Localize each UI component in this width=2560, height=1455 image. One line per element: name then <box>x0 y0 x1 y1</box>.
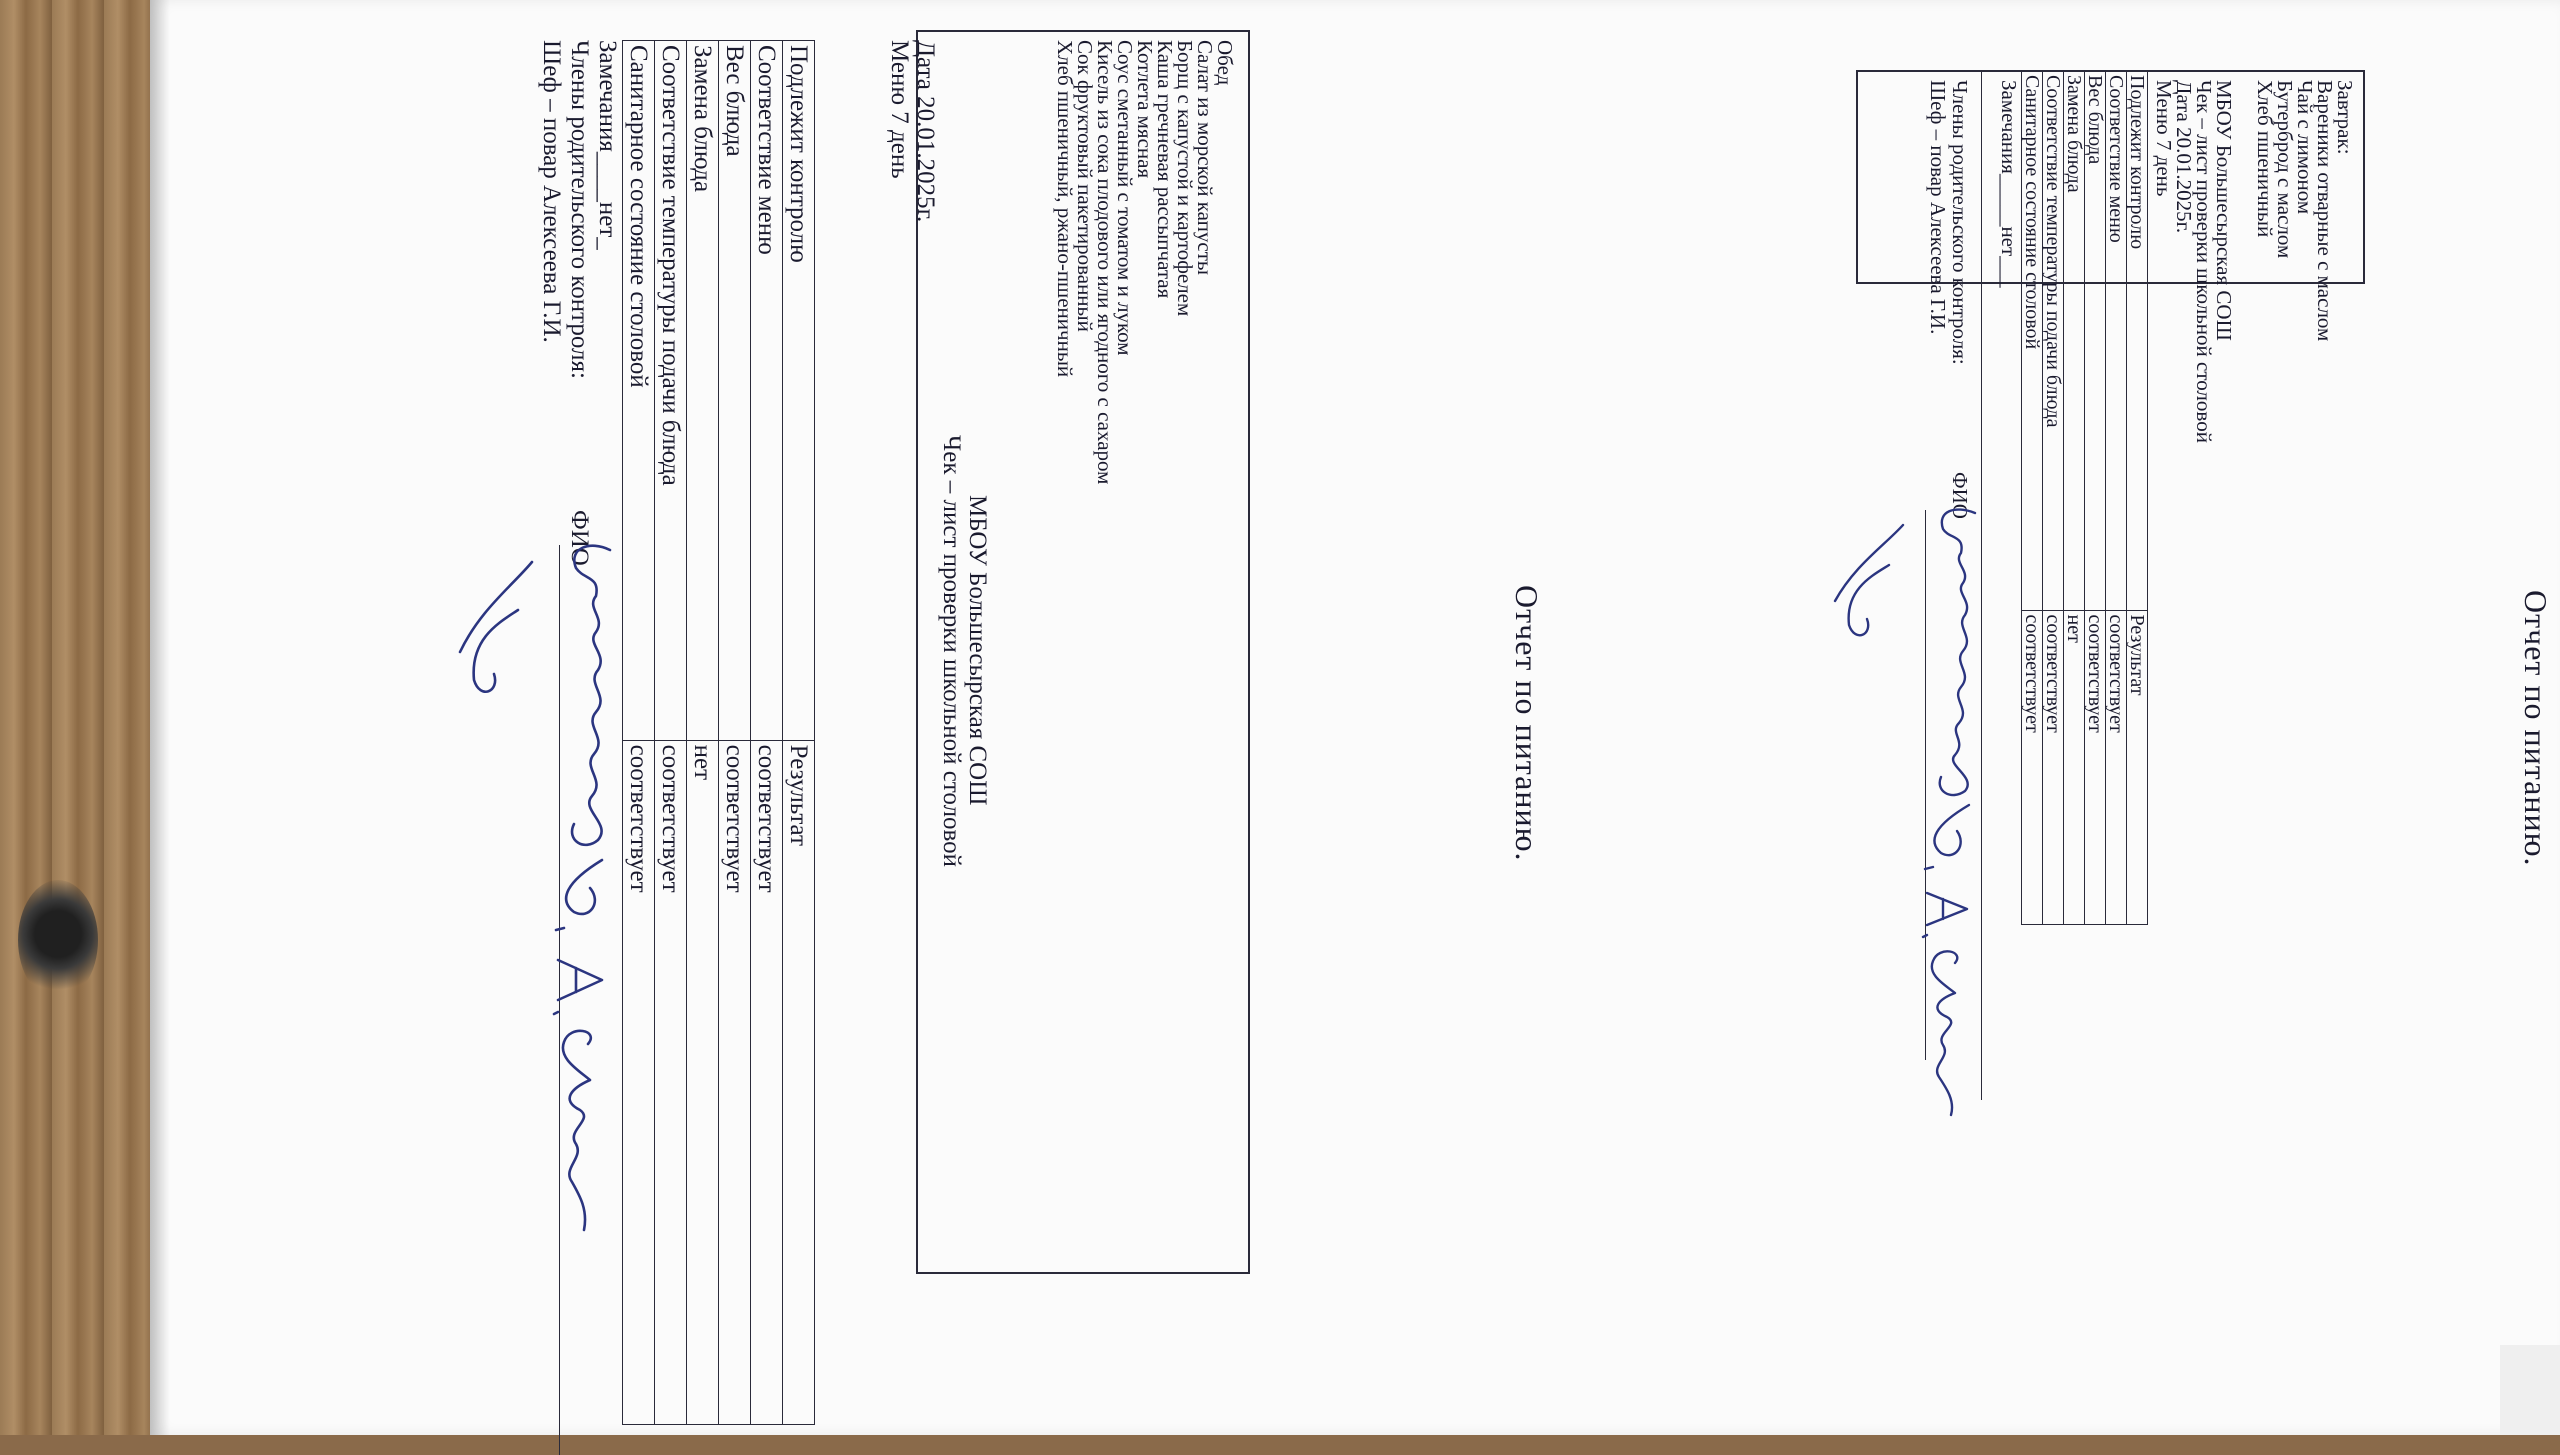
lunch-item: Кисель из сока плодового или ягодного с сахаром <box>1093 40 1117 485</box>
table-row <box>623 41 655 1425</box>
checklist-title: Чек – лист проверки школьной столовой <box>2192 80 2216 443</box>
lunch-list <box>1055 40 1235 484</box>
handwritten-signature-bottom <box>450 540 620 1330</box>
lunch-item: Котлета мясная <box>1133 40 1157 179</box>
breakfast-heading: Завтрак: <box>2333 80 2357 155</box>
menu-day-bottom: Меню 7 день <box>886 40 913 179</box>
table-cell: Вес блюда <box>2085 71 2106 611</box>
remarks-bottom: Замечания____нет_ <box>594 40 621 250</box>
table-cell: Вес блюда <box>719 41 751 741</box>
menu-day: Меню 7 день <box>2152 80 2176 197</box>
check-date: Дата 20.01.2025г. <box>2172 80 2196 234</box>
table-cell: Подлежит контролю <box>783 41 815 741</box>
control-table-top <box>2021 70 2148 925</box>
lunch-item: Салат из морской капусты <box>1193 40 1217 275</box>
lunch-item: Каша гречневая рассыпчатая <box>1153 40 1177 299</box>
table-row <box>2085 71 2106 925</box>
table-cell: Соответствие температуры подачи блюда <box>2043 71 2064 611</box>
school-name: МБОУ Большесырская СОШ <box>2212 80 2236 341</box>
lunch-heading: Обед <box>1213 40 1237 86</box>
table-cell: Результат <box>2127 610 2148 925</box>
breakfast-item: Хлеб пшеничный <box>2253 80 2277 238</box>
table-cell: Подлежит контролю <box>2127 71 2148 611</box>
table-cell: Замена блюда <box>687 41 719 741</box>
table-cell: Замена блюда <box>2064 71 2085 611</box>
table-cell: соответствует <box>2022 610 2043 925</box>
table-row <box>2127 71 2148 925</box>
table-cell: Санитарное состояние столовой <box>2022 71 2043 611</box>
table-cell: соответствует <box>2106 610 2127 925</box>
chef-line: Шеф – повар Алексеева Г.И. <box>1926 80 1950 335</box>
table-cell: соответствует <box>2085 610 2106 925</box>
table-cell: соответствует <box>655 740 687 1424</box>
table-row <box>2064 71 2085 925</box>
lunch-item: Сок фруктовый пакетированный <box>1073 40 1097 332</box>
breakfast-item: Чай с лимоном <box>2293 80 2317 215</box>
table-cell: соответствует <box>719 740 751 1424</box>
control-table-bottom <box>622 40 815 1425</box>
check-date-bottom: Дата 20.01.2025г. <box>912 40 939 223</box>
lunch-item: Борщ с капустой и картофелем <box>1173 40 1197 317</box>
table-cell: Санитарное состояние столовой <box>623 41 655 741</box>
table-row <box>687 41 719 1425</box>
checklist-title-bottom: Чек – лист проверки школьной столовой <box>938 435 965 868</box>
table-cell: соответствует <box>623 740 655 1424</box>
remarks: Замечания_____нет___ <box>1997 80 2021 288</box>
table-cell: нет <box>687 740 719 1424</box>
fio-label-bottom: ФИО <box>566 510 593 566</box>
breakfast-list <box>2255 80 2355 341</box>
school-name-bottom: МБОУ Большесырская СОШ <box>964 495 991 806</box>
parents-label-bottom: Члены родительского контроля: <box>566 40 593 379</box>
table-row <box>2043 71 2064 925</box>
table-cell: Результат <box>783 740 815 1424</box>
table-cell: соответствует <box>2043 610 2064 925</box>
table-row <box>2106 71 2127 925</box>
lunch-item: Соус сметанный с томатом и луком <box>1113 40 1137 356</box>
table-cell: Соответствие температуры подачи блюда <box>655 41 687 741</box>
lunch-item: Хлеб пшеничный, ржано-пшеничный <box>1053 40 1077 378</box>
table-row <box>719 41 751 1425</box>
table-row <box>783 41 815 1425</box>
parents-label: Члены родительского контроля: <box>1948 80 1972 365</box>
table-cell: соответствует <box>751 740 783 1424</box>
table-row <box>2022 71 2043 925</box>
fio-label: ФИО <box>1948 472 1972 519</box>
report-title-top: Отчет по питанию. <box>2518 590 2554 867</box>
table-cell: нет <box>2064 610 2085 925</box>
report-title-mid: Отчет по питанию. <box>1509 585 1545 862</box>
handwritten-signature-top <box>1825 505 1985 1145</box>
table-row <box>655 41 687 1425</box>
table-cell: Соответствие меню <box>2106 71 2127 611</box>
top-header <box>2154 80 2234 443</box>
breakfast-item: Вареники отварные с маслом <box>2313 80 2337 342</box>
table-cell: Соответствие меню <box>751 41 783 741</box>
chef-line-bottom: Шеф – повар Алексеева Г.И. <box>538 40 565 343</box>
table-row <box>751 41 783 1425</box>
breakfast-item: Бутерброд с маслом <box>2273 80 2297 259</box>
